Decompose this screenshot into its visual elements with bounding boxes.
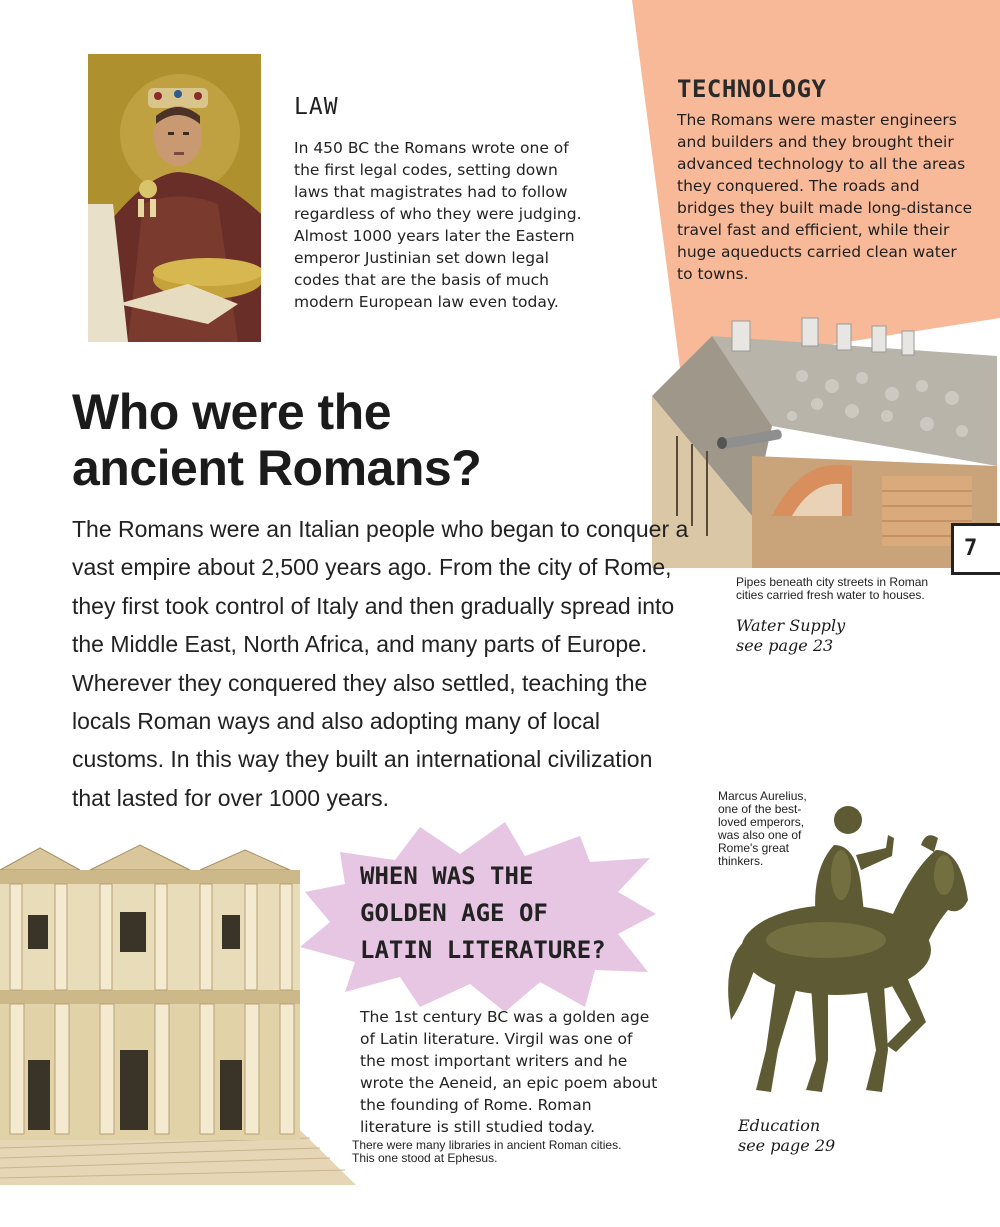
page-number: 7 bbox=[964, 536, 978, 561]
justinian-mosaic-image bbox=[88, 54, 261, 342]
water-supply-ref-title: Water Supply bbox=[736, 616, 846, 635]
law-heading: LAW bbox=[294, 94, 339, 120]
golden-age-question-line-1: WHEN WAS THE bbox=[360, 862, 534, 890]
water-supply-reference bbox=[736, 616, 845, 656]
pipes-caption: Pipes beneath city streets in Roman cities carried fresh water to houses. bbox=[736, 575, 929, 602]
law-paragraph: In 450 BC the Romans wrote one of the first legal codes, setting down laws that magistrates had to follow regardless of who they were judging. Almost 1000 years later the Eastern emperor Justinian set down legal codes that are the basis of much modern European law even today. bbox=[294, 139, 582, 311]
education-ref-title: Education bbox=[738, 1116, 821, 1135]
marcus-aurelius-caption: Marcus Aurelius, one of the best-loved emperors, was also one of Rome's great thinkers. bbox=[718, 789, 807, 868]
page-title bbox=[72, 384, 632, 496]
aqueduct-pipe-illustration bbox=[652, 316, 997, 568]
education-reference bbox=[738, 1116, 835, 1156]
golden-age-question bbox=[360, 858, 610, 969]
golden-age-paragraph: The 1st century BC was a golden age of Latin literature. Virgil was one of the most important writers and he wrote the Aeneid, an epic poem about the founding of Rome. Roman literature is still studied today. bbox=[360, 1008, 658, 1136]
marcus-aurelius-statue-image bbox=[716, 790, 976, 1100]
technology-heading: TECHNOLOGY bbox=[677, 75, 827, 103]
library-caption: There were many libraries in ancient Roman cities. This one stood at Ephesus. bbox=[352, 1138, 622, 1165]
page-title-line-1: Who were the bbox=[72, 384, 392, 440]
intro-paragraph: The Romans were an Italian people who began to conquer a vast empire about 2,500 years ago. From the city of Rome, they first took control of Italy and then gradually spread into the Middle East, North Africa, and many parts of Europe. Wherever they conquered they also settled, teaching the locals Roman ways and also adopting many of local customs. In this way they built an international civilization that lasted for over 1000 years. bbox=[72, 516, 689, 811]
water-supply-ref-page: see page 23 bbox=[736, 636, 834, 655]
page-title-line-2: ancient Romans? bbox=[72, 440, 482, 496]
technology-paragraph: The Romans were master engineers and builders and they brought their advanced technology to all the areas they conquered. The roads and bridges they built made long-distance travel fast and efficient, while their huge aqueducts carried clean water to towns. bbox=[677, 111, 973, 283]
golden-age-question-line-2: GOLDEN AGE OF bbox=[360, 899, 548, 927]
golden-age-question-line-3: LATIN LITERATURE? bbox=[360, 936, 606, 964]
education-ref-page: see page 29 bbox=[738, 1136, 836, 1155]
